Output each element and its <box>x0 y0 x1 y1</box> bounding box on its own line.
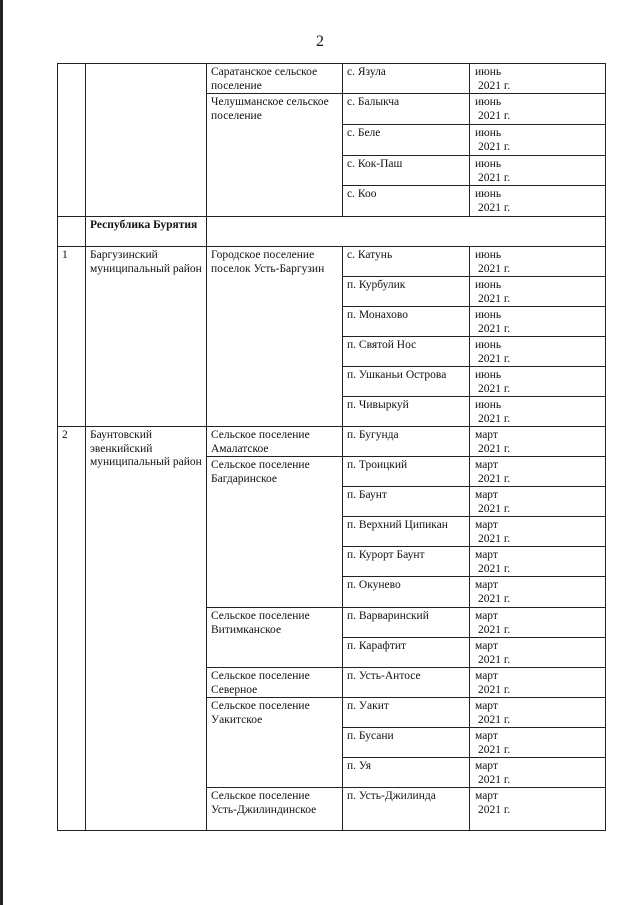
date-cell <box>470 94 606 125</box>
date-year: 2021 г. <box>478 442 511 455</box>
date-year: 2021 г. <box>478 623 511 636</box>
date-cell <box>470 125 606 156</box>
date-month: июнь <box>475 369 502 381</box>
date-cell <box>470 698 606 728</box>
locality-cell: п. Усть-Антосе <box>343 668 470 698</box>
locality-cell: п. Уя <box>343 758 470 788</box>
date-month: март <box>475 790 498 802</box>
date-month: март <box>475 489 498 501</box>
locality-cell: п. Святой Нос <box>343 337 470 367</box>
date-cell <box>470 547 606 577</box>
region-header-row <box>58 217 606 247</box>
date-cell <box>470 397 606 427</box>
number-cell <box>58 217 86 247</box>
date-year: 2021 г. <box>478 743 511 756</box>
locality-cell: с. Кок-Паш <box>343 156 470 186</box>
date-month: март <box>475 640 498 652</box>
date-year: 2021 г. <box>478 653 511 666</box>
date-cell <box>470 186 606 217</box>
date-year: 2021 г. <box>478 683 511 696</box>
date-cell <box>470 307 606 337</box>
date-cell <box>470 487 606 517</box>
date-year: 2021 г. <box>478 352 511 365</box>
date-month: июнь <box>475 158 502 170</box>
date-month: июнь <box>475 249 502 261</box>
date-month: июнь <box>475 339 502 351</box>
locality-cell: п. Курбулик <box>343 277 470 307</box>
date-year: 2021 г. <box>478 79 511 92</box>
settlement-cell: Саратанское сельское поселение <box>207 64 343 94</box>
locality-cell: п. Окунево <box>343 577 470 608</box>
locality-cell: п. Карафтит <box>343 638 470 668</box>
date-year: 2021 г. <box>478 472 511 485</box>
date-year: 2021 г. <box>478 292 511 305</box>
date-cell <box>470 758 606 788</box>
date-cell <box>470 608 606 638</box>
date-month: июнь <box>475 188 502 200</box>
locality-cell: п. Уакит <box>343 698 470 728</box>
date-cell <box>470 427 606 457</box>
date-year: 2021 г. <box>478 502 511 515</box>
localities-table <box>57 63 606 831</box>
date-cell <box>470 668 606 698</box>
date-cell <box>470 728 606 758</box>
date-month: июнь <box>475 96 502 108</box>
date-year: 2021 г. <box>478 322 511 335</box>
settlement-cell: Сельское поселение Уакитское <box>207 698 343 788</box>
date-month: июнь <box>475 309 502 321</box>
date-year: 2021 г. <box>478 201 511 214</box>
date-cell <box>470 638 606 668</box>
locality-cell: п. Усть-Джилинда <box>343 788 470 831</box>
date-month: март <box>475 519 498 531</box>
date-year: 2021 г. <box>478 532 511 545</box>
scan-edge <box>0 0 3 905</box>
settlement-cell: Сельское поселение Северное <box>207 668 343 698</box>
locality-cell: п. Бугунда <box>343 427 470 457</box>
locality-cell: п. Чивыркуй <box>343 397 470 427</box>
date-year: 2021 г. <box>478 382 511 395</box>
locality-cell: с. Балыкча <box>343 94 470 125</box>
locality-cell: п. Ушканьи Острова <box>343 367 470 397</box>
settlement-cell: Сельское поселение Багдаринское <box>207 457 343 608</box>
settlement-cell: Сельское поселение Усть-Джилиндинское <box>207 788 343 831</box>
page-number: 2 <box>316 33 324 50</box>
date-month: март <box>475 670 498 682</box>
date-year: 2021 г. <box>478 803 511 816</box>
empty-cell <box>207 217 606 247</box>
locality-cell: п. Монахово <box>343 307 470 337</box>
date-month: март <box>475 700 498 712</box>
district-cell: Баунтовский эвенкийский муниципальный район <box>86 427 207 831</box>
number-cell <box>58 64 86 217</box>
date-cell <box>470 457 606 487</box>
date-year: 2021 г. <box>478 412 511 425</box>
date-year: 2021 г. <box>478 109 511 122</box>
date-cell <box>470 337 606 367</box>
district-cell: Баргузинский муниципальный район <box>86 247 207 427</box>
number-cell: 2 <box>58 427 86 831</box>
date-month: июнь <box>475 127 502 139</box>
date-cell <box>470 64 606 94</box>
date-month: март <box>475 579 498 591</box>
date-year: 2021 г. <box>478 171 511 184</box>
settlement-cell: Сельское поселение Амалатское <box>207 427 343 457</box>
date-month: июнь <box>475 66 502 78</box>
date-cell <box>470 517 606 547</box>
date-cell <box>470 367 606 397</box>
locality-cell: п. Верхний Ципикан <box>343 517 470 547</box>
date-month: март <box>475 429 498 441</box>
date-month: март <box>475 760 498 772</box>
locality-cell: п. Курорт Баунт <box>343 547 470 577</box>
date-month: март <box>475 459 498 471</box>
locality-cell: п. Варваринский <box>343 608 470 638</box>
locality-cell: п. Баунт <box>343 487 470 517</box>
locality-cell: п. Троицкий <box>343 457 470 487</box>
settlement-cell: Челушманское сельское поселение <box>207 94 343 217</box>
date-cell <box>470 577 606 608</box>
date-year: 2021 г. <box>478 262 511 275</box>
date-cell <box>470 788 606 831</box>
date-month: июнь <box>475 399 502 411</box>
locality-cell: с. Катунь <box>343 247 470 277</box>
locality-cell: п. Бусани <box>343 728 470 758</box>
date-month: июнь <box>475 279 502 291</box>
region-header: Республика Бурятия <box>86 217 207 247</box>
table-row <box>58 247 606 277</box>
date-year: 2021 г. <box>478 592 511 605</box>
date-cell <box>470 247 606 277</box>
locality-cell: с. Беле <box>343 125 470 156</box>
date-year: 2021 г. <box>478 140 511 153</box>
district-cell <box>86 64 207 217</box>
settlement-cell: Сельское поселение Витимканское <box>207 608 343 668</box>
number-cell: 1 <box>58 247 86 427</box>
date-year: 2021 г. <box>478 773 511 786</box>
locality-cell: с. Коо <box>343 186 470 217</box>
date-month: март <box>475 549 498 561</box>
date-year: 2021 г. <box>478 562 511 575</box>
date-month: март <box>475 730 498 742</box>
date-year: 2021 г. <box>478 713 511 726</box>
date-cell <box>470 277 606 307</box>
table-row <box>58 64 606 94</box>
date-month: март <box>475 610 498 622</box>
locality-cell: с. Язула <box>343 64 470 94</box>
settlement-cell: Городское поселение поселок Усть-Баргузин <box>207 247 343 427</box>
date-cell <box>470 156 606 186</box>
table-row <box>58 427 606 457</box>
